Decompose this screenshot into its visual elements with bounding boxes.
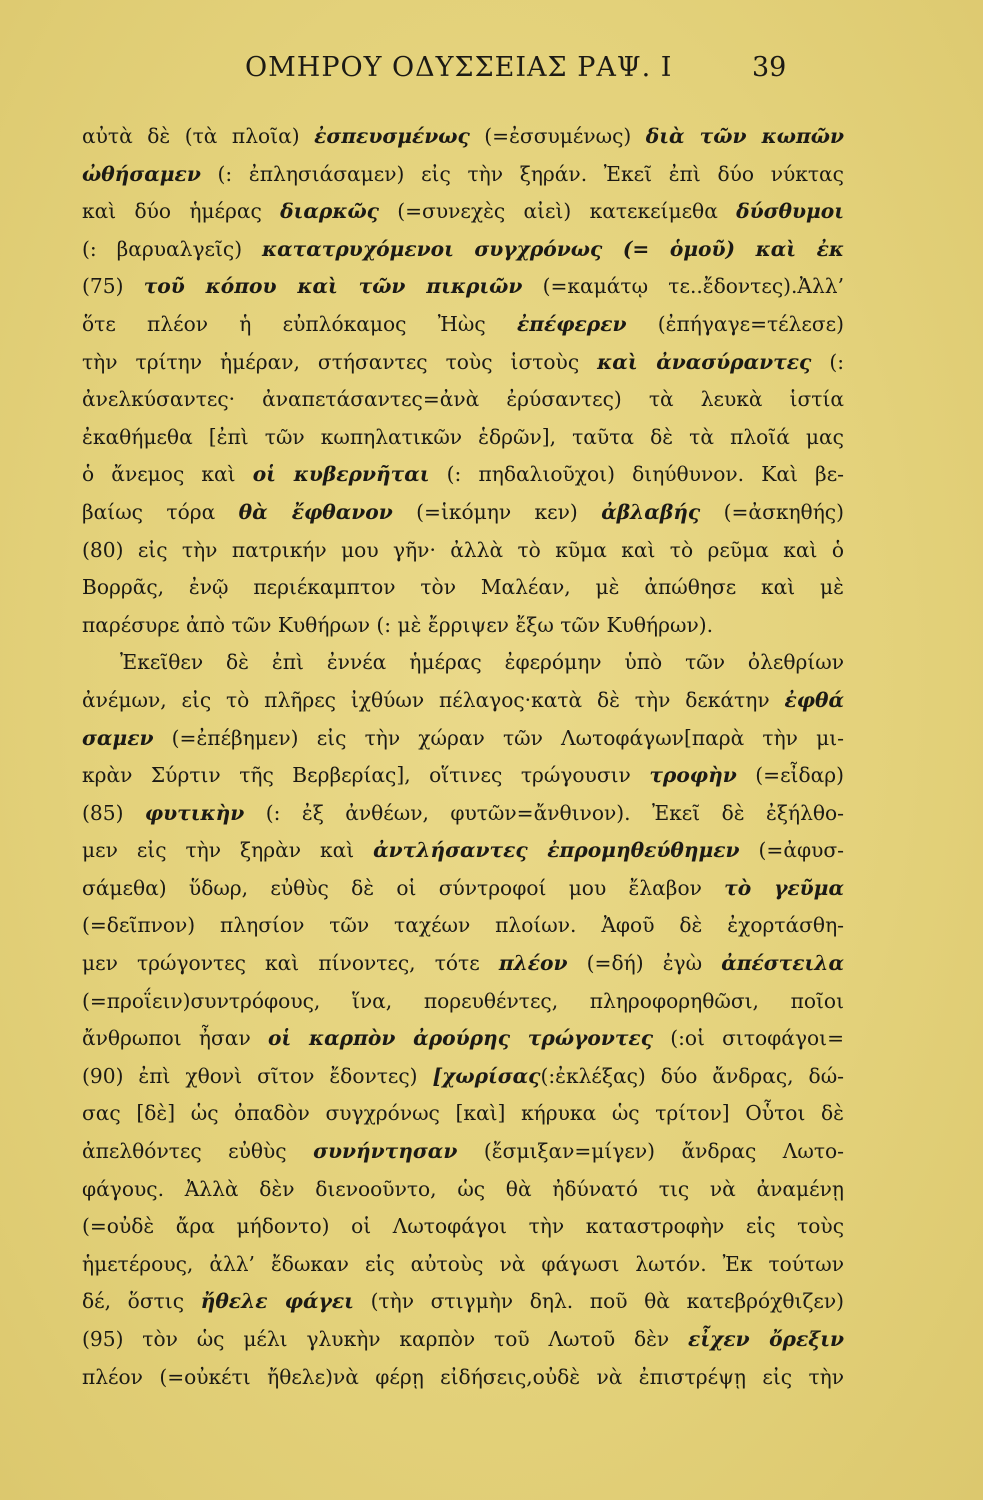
text-segment: (: ἐξ ἀνθέων, φυτῶν=ἄνθινον). Ἐκεῖ δὲ ἐξήλθο- (244, 800, 844, 825)
text-line (82, 419, 844, 457)
emphasized-text: διὰ τῶν κωπῶν (645, 124, 844, 148)
text-line (82, 983, 844, 1021)
emphasized-text: σαμεν (82, 725, 154, 750)
text-line (82, 494, 844, 532)
text-segment: (=δή) ἐγὼ (567, 951, 722, 976)
emphasized-text: διαρκῶς (280, 199, 379, 224)
text-segment: σάμεθα) ὕδωρ, εὐθὺς δὲ οἱ σύντροφοί μου ἔλαβον (82, 875, 725, 900)
text-line (82, 644, 844, 682)
text-segment: (=οὐδὲ ἄρα μήδοντο) οἱ Λωτοφάγοι τὴν καταστροφὴν εἰς τοὺς (82, 1214, 844, 1239)
text-segment: ἐκαθήμεθα [ἐπὶ τῶν κωπηλατικῶν ἑδρῶν], ταῦτα δὲ τὰ πλοῖά μας (82, 424, 844, 449)
text-segment: (: βαρυαλγεῖς) (82, 236, 263, 261)
text-segment: (ἐπήγαγε=τέλεσε) (626, 311, 844, 336)
text-line (82, 532, 844, 570)
text-line (82, 1171, 844, 1209)
text-segment: ἄνθρωποι ἦσαν (82, 1026, 268, 1051)
text-line (82, 795, 844, 833)
text-line (82, 720, 844, 758)
emphasized-text: ἐπέφερεν (516, 311, 627, 336)
text-segment: (=εἶδαρ) (736, 763, 844, 788)
text-line (82, 1133, 844, 1171)
text-line (82, 870, 844, 908)
text-segment: (:ἐκλέξας) δύο ἄνδρας, δώ- (540, 1063, 844, 1088)
emphasized-text: ἀπέστειλα (721, 951, 844, 976)
text-segment: (=ἐπέβημεν) εἰς τὴν χώραν τῶν Λωτοφάγων[παρὰ τὴν μι- (153, 725, 844, 750)
page-number: 39 (752, 52, 787, 83)
text-segment: (=ἱκόμην κεν) (392, 499, 602, 524)
text-segment: (=ἀφυσ- (739, 838, 844, 863)
page-header (0, 52, 983, 92)
text-line (82, 832, 844, 870)
text-segment: (=ἀσκηθής) (700, 499, 844, 524)
text-line (82, 1208, 844, 1246)
text-segment: (τὴν στιγμὴν δηλ. ποῦ θὰ κατεβρόχθιζεν) (353, 1289, 844, 1314)
text-segment: (: πηδαλιοῦχοι) διηύθυνον. Καὶ βε- (429, 462, 844, 487)
text-segment: (90) ἐπὶ χθονὶ σῖτον ἔδοντες) (82, 1063, 433, 1088)
emphasized-text: εἶχεν ὄρεξιν (688, 1327, 844, 1351)
emphasized-text: [χωρίσας (432, 1063, 541, 1088)
text-segment: (75) (82, 274, 144, 299)
text-line (82, 757, 844, 795)
text-line (82, 344, 844, 382)
text-line (82, 1321, 844, 1359)
text-segment: σας [δὲ] ὡς ὀπαδὸν συγχρόνως [καὶ] κήρυκα ὡς τρίτον] Οὗτοι δὲ (82, 1101, 844, 1126)
emphasized-text: ἐφθά (784, 687, 844, 712)
text-line (82, 1283, 844, 1321)
emphasized-text: δύσθυμοι (736, 199, 844, 224)
text-line (82, 231, 844, 269)
text-segment: (: ἐπλησιάσαμεν) εἰς τὴν ξηράν. Ἐκεῖ ἐπὶ δύο νύκτας (200, 161, 844, 186)
emphasized-text: κατατρυχόμενοι συγχρόνως (= ὁμοῦ) καὶ ἐκ (262, 236, 844, 261)
text-segment: ἀπελθόντες εὐθὺς (82, 1139, 314, 1164)
emphasized-text: ἀντλήσαντες ἐπρομηθεύθημεν (373, 838, 740, 863)
text-segment: καὶ δύο ἡμέρας (82, 199, 281, 224)
emphasized-text: πλέον (498, 951, 568, 976)
emphasized-text: οἱ καρπὸν ἀρούρης τρώγοντες (267, 1026, 653, 1051)
text-segment: τὴν τρίτην ἡμέραν, στήσαντες τοὺς ἱστοὺς (82, 349, 598, 374)
text-line (82, 193, 844, 231)
text-segment: (95) τὸν ὡς μέλι γλυκὴν καρπὸν τοῦ Λωτοῦ δὲν (82, 1327, 689, 1351)
text-line (82, 1359, 844, 1397)
text-line (82, 569, 844, 607)
text-segment: (=προΐειν)συντρόφους, ἵνα, πορευθέντες, πληροφορηθῶσι, ποῖοι (82, 988, 844, 1013)
running-title: ΟΜΗΡΟΥ ΟΔΥΣΣΕΙΑΣ ΡΑΨ. Ι (245, 52, 673, 83)
text-segment: (: (811, 349, 844, 374)
emphasized-text: ἀβλαβής (601, 499, 701, 524)
text-segment: αὐτὰ δὲ (τὰ πλοῖα) (82, 124, 315, 148)
text-line (82, 1058, 844, 1096)
text-segment: ἀνέμων, εἰς τὸ πλῆρες ἰχθύων πέλαγος·κατὰ δὲ τὴν δεκάτην (82, 687, 785, 712)
text-segment: (=ἐσσυμένως) (469, 124, 646, 148)
text-line (82, 907, 844, 945)
emphasized-text: ὠθήσαμεν (82, 161, 201, 186)
text-segment: κρὰν Σύρτιν τῆς Βερβερίας], οἵτινες τρώγουσιν (82, 763, 650, 788)
emphasized-text: τροφὴν (649, 763, 737, 788)
text-segment: παρέσυρε ἀπὸ τῶν Κυθήρων (: μὲ ἔρριψεν ἔξω τῶν Κυθήρων). (82, 612, 714, 637)
text-segment: πλέον (=οὐκέτι ἤθελε)νὰ φέρῃ εἰδήσεις,οὐδὲ νὰ ἐπιστρέψῃ εἰς τὴν (82, 1364, 844, 1389)
text-line (82, 306, 844, 344)
emphasized-text: ἤθελε φάγει (200, 1289, 354, 1314)
text-segment: ὁ ἄνεμος καὶ (82, 462, 253, 487)
text-segment: (:οἱ σιτοφάγοι= (652, 1026, 844, 1051)
text-line (82, 456, 844, 494)
emphasized-text: καὶ ἀνασύραντες (597, 349, 812, 374)
text-segment: (80) εἰς τὴν πατρικήν μου γῆν· ἀλλὰ τὸ κῦμα καὶ τὸ ρεῦμα καὶ ὁ (82, 537, 844, 562)
text-line (82, 607, 844, 645)
text-segment: (=συνεχὲς αἰεὶ) κατεκείμεθα (378, 199, 737, 224)
emphasized-text: ἐσπευσμένως (314, 124, 470, 148)
text-segment: ὅτε πλέον ἡ εὐπλόκαμος Ἠὼς (82, 311, 517, 336)
emphasized-text: θὰ ἔφθανον (238, 499, 393, 524)
text-segment: Ἐκεῖθεν δὲ ἐπὶ ἐννέα ἡμέρας ἐφερόμην ὑπὸ τῶν ὀλεθρίων (120, 650, 844, 675)
text-segment: δέ, ὅστις (82, 1289, 201, 1314)
text-segment: ἡμετέρους, ἀλλ’ ἔδωκαν εἰς αὐτοὺς νὰ φάγωσι λωτόν. Ἐκ τούτων (82, 1251, 844, 1276)
text-line (82, 118, 844, 156)
body-text (82, 118, 844, 1396)
text-segment: βαίως τόρα (82, 499, 239, 524)
text-segment: (=καμάτῳ τε..ἔδοντες).Ἀλλ’ (522, 274, 844, 299)
text-line (82, 1020, 844, 1058)
text-segment: (85) (82, 800, 145, 825)
text-line (82, 1095, 844, 1133)
emphasized-text: τὸ γεῦμα (724, 875, 844, 900)
text-segment: μεν εἰς τὴν ξηρὰν καὶ (82, 838, 374, 863)
emphasized-text: φυτικὴν (144, 800, 245, 825)
text-line (82, 268, 844, 306)
text-line (82, 682, 844, 720)
text-line (82, 156, 844, 194)
text-line (82, 381, 844, 419)
text-segment: (=δεῖπνον) πλησίον τῶν ταχέων πλοίων. Ἀφοῦ δὲ ἐχορτάσθη- (82, 913, 844, 938)
text-segment: μεν τρώγοντες καὶ πίνοντες, τότε (82, 951, 499, 976)
emphasized-text: συνήντησαν (313, 1139, 458, 1164)
text-segment: (ἔσμιξαν=μίγεν) ἄνδρας Λωτο- (457, 1139, 844, 1164)
text-line (82, 945, 844, 983)
text-line (82, 1246, 844, 1284)
text-segment: ἀνελκύσαντες· ἀναπετάσαντες=ἀνὰ ἐρύσαντες) τὰ λευκὰ ἱστία (82, 387, 844, 412)
emphasized-text: τοῦ κόπου καὶ τῶν πικριῶν (143, 274, 523, 299)
emphasized-text: οἱ κυβερνῆται (252, 462, 430, 487)
text-segment: Βορρᾶς, ἐνῷ περιέκαμπτον τὸν Μαλέαν, μὲ ἀπώθησε καὶ μὲ (82, 575, 844, 600)
text-segment: φάγους. Ἀλλὰ δὲν διενοοῦντο, ὡς θὰ ἠδύνατό τις νὰ ἀναμένῃ (82, 1176, 844, 1201)
